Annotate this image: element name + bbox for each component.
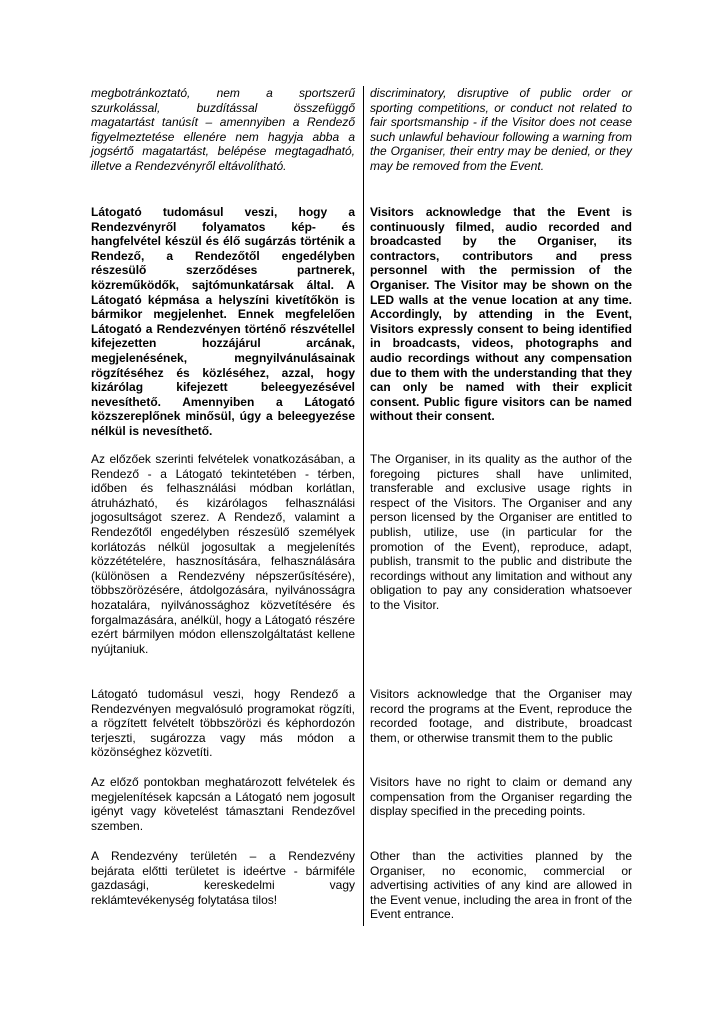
clause-3-hungarian: Az előzőek szerinti felvételek vonatkozásában, a Rendező - a Látogató tekintetében - térben, időben és felhasználási módban korlátlan, átruházható, és kizárólagos felhasználási jogosultságot szerez. A Rendező, valamint a Rendezőtől engedélyben részesülő személyek korlátozás nélkül jogosultak a megjelenítés közzétételére, hasznosítására, felhasználására (különösen a Rendezvény népszerűsítésére), többszörözésére, átdolgozására, nyilvánosságra hozatalára, nyilvánossághoz közvetítésére és forgalmazására, anélkül, hogy a Látogató részére ezért bármilyen módon ellenszolgáltatást kellene nyújtaniuk. xyxy=(91,452,355,656)
clause-3-english: The Organiser, in its quality as the author of the foregoing pictures shall have unlimited, transferable and exclusive usage rights in respect of the Visitors. The Organiser and any person licensed by the Organiser are entitled to publish, utilize, use (in particular for the promotion of the Event), reproduce, adapt, publish, transmit to the public and distribute the recordings without any limitation and without any obligation to pay any consideration whatsoever to the Visitor. xyxy=(370,452,632,612)
clause-1-english: discriminatory, disruptive of public order or sporting competitions, or conduct not related to fair sportsmanship - if the Visitor does not cease such unlawful behaviour following a warning from the Organiser, their entry may be denied, or they may be removed from the Event. xyxy=(370,86,632,173)
clause-4-english: Visitors acknowledge that the Organiser may record the programs at the Event, reproduce the recorded footage, and distribute, broadcast them, or otherwise transmit them to the public xyxy=(370,687,632,745)
column-divider xyxy=(363,86,364,926)
clause-6-english: Other than the activities planned by the Organiser, no economic, commercial or advertising activities of any kind are allowed in the Event venue, including the area in front of the Event entrance. xyxy=(370,849,632,922)
document-page xyxy=(91,86,639,932)
clause-2-english: Visitors acknowledge that the Event is continuously filmed, audio recorded and broadcasted by the Organiser, its contractors, contributors and press personnel with the permission of the Organiser. The Visitor may be shown on the LED walls at the venue location at any time. Accordingly, by attending in the Event, Visitors expressly consent to being identified in broadcasts, videos, photographs and audio recordings without any compensation due to them with the understanding that they can only be named with their explicit consent. Public figure visitors can be named without their consent. xyxy=(370,205,632,424)
clause-5-hungarian: Az előző pontokban meghatározott felvételek és megjelenítések kapcsán a Látogató nem jogosult igényt vagy követelést támasztani Rendezővel szemben. xyxy=(91,775,355,833)
clause-4-hungarian: Látogató tudomásul veszi, hogy Rendező a Rendezvényen megvalósuló programokat rögzíti, a rögzített felvételt többszörözi és képhordozón terjeszti, sugározza vagy más módon a közönséghez közvetíti. xyxy=(91,687,355,760)
clause-2-hungarian: Látogató tudomásul veszi, hogy a Rendezvényről folyamatos kép- és hangfelvétel készül és élő sugárzás történik a Rendező, a Rendezőtől engedélyben részesülő szerződéses partnerek, közreműködők, sajtómunkatársak által. A Látogató képmása a helyszíni kivetítőkön is bármikor megjelenhet. Ennek megfelelően Látogató a Rendezvényen történő részvétellel kifejezetten hozzájárul arcának, megjelenésének, megnyilvánulásainak rögzítéséhez és közléséhez, azzal, hogy kizárólag kifejezett beleegyezésével nevesíthető. Amennyiben a Látogató közszereplőnek minősül, úgy a beleegyezése nélkül is nevesíthető. xyxy=(91,205,355,438)
clause-1-hungarian: megbotránkoztató, nem a sportszerű szurkolással, buzdítással összefüggő magatartást tanúsít – amennyiben a Rendező figyelmeztetése ellenére nem hagyja abba a jogsértő magatartást, belépése megtagadható, illetve a Rendezvényről eltávolítható. xyxy=(91,86,355,173)
clause-5-english: Visitors have no right to claim or demand any compensation from the Organiser regarding the display specified in the preceding points. xyxy=(370,775,632,819)
clause-6-hungarian: A Rendezvény területén – a Rendezvény bejárata előtti területet is ideértve - bármiféle gazdasági, kereskedelmi vagy reklámtevékenység folytatása tilos! xyxy=(91,849,355,907)
